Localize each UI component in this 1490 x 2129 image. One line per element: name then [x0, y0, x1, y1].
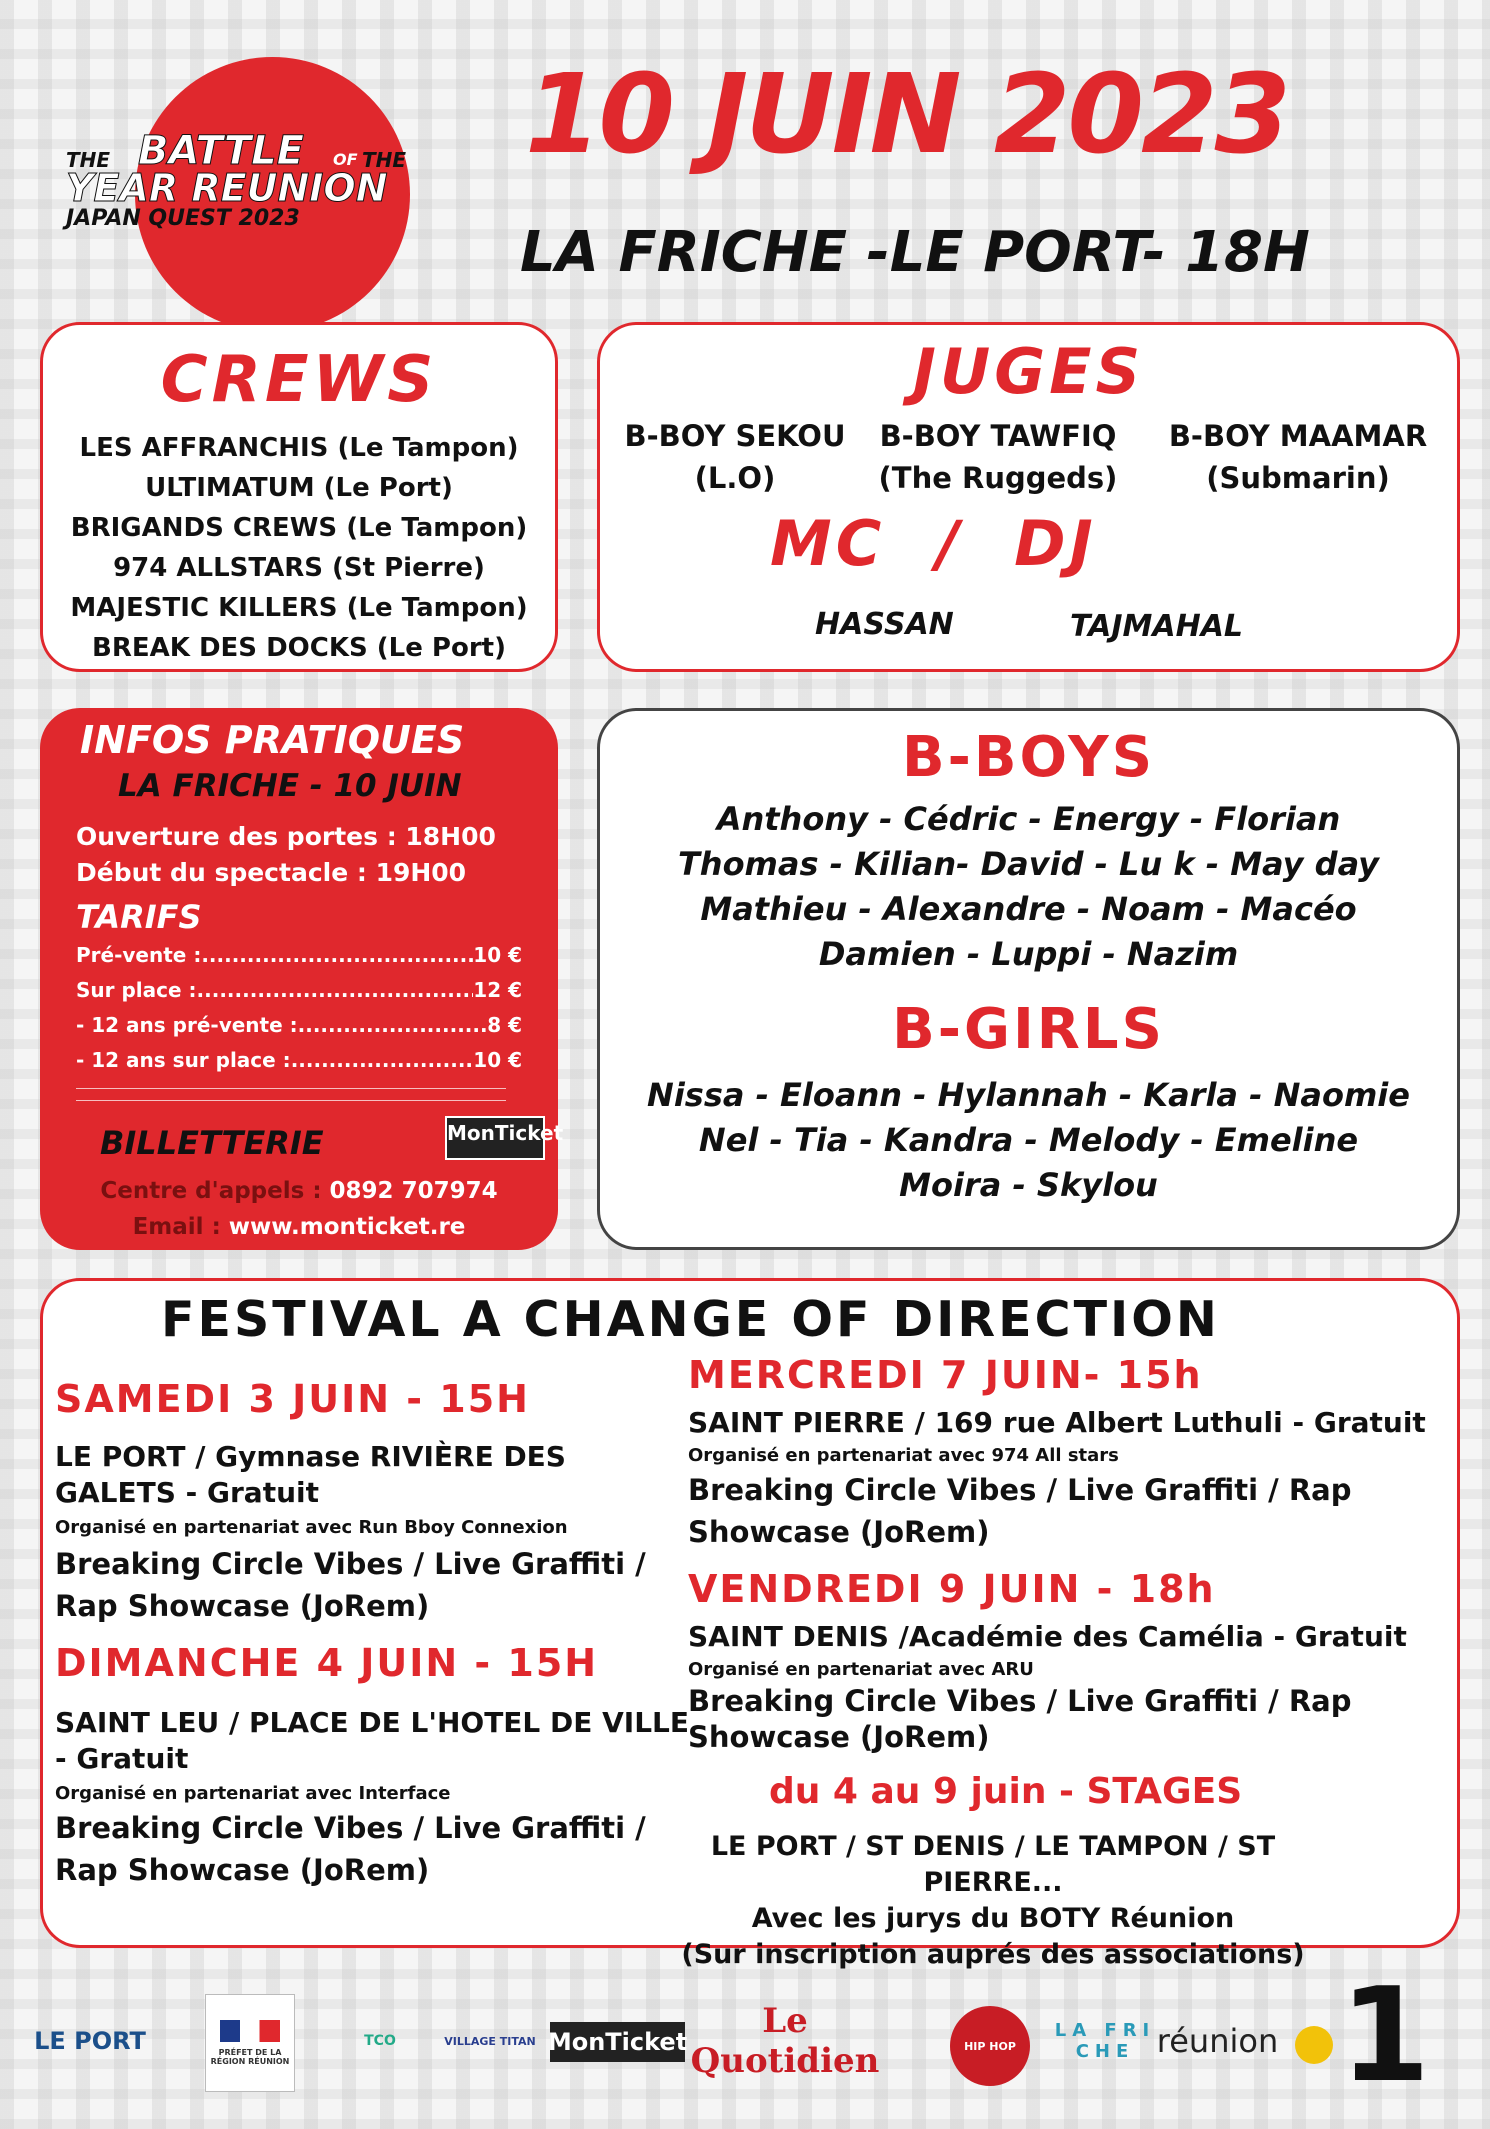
event-place: SAINT DENIS /Académie des Camélia - Gratuit: [688, 1620, 1407, 1653]
bboys-line: Anthony - Cédric - Energy - Florian: [716, 800, 1341, 838]
tarif-row: [76, 978, 522, 1002]
judge-crew: (Submarin): [1206, 461, 1390, 495]
partners-bar: [30, 1959, 1470, 2111]
infos-title: INFOS PRATIQUES: [80, 718, 465, 762]
logo-japan-quest: JAPAN QUEST 2023: [66, 206, 300, 231]
crew-item: BRIGANDS CREWS (Le Tampon): [70, 513, 528, 543]
bboys-line: Damien - Luppi - Nazim: [818, 935, 1239, 973]
judge-name: B-BOY TAWFIQ: [879, 419, 1117, 453]
la-friche-logo: LA FRI CHE: [1054, 2020, 1156, 2062]
mc-dj-title: MC / DJ: [770, 507, 1097, 580]
bgirls-title: B-GIRLS: [892, 997, 1165, 1062]
tarif-price: 10 €: [473, 943, 522, 967]
la1ere-one-logo: 1: [1339, 1959, 1431, 2111]
bboys-list: [600, 797, 1457, 977]
event-organizer: Organisé en partenariat avec Run Bboy Connexion: [55, 1517, 568, 1538]
event-place: SAINT LEU / PLACE DE L'HOTEL DE VILLE - Gratuit: [55, 1706, 690, 1775]
divider: [76, 1100, 506, 1101]
logo-year-reunion: YEAR REUNION: [66, 166, 388, 210]
event-title: MERCREDI 7 JUIN- 15h: [688, 1353, 1203, 1397]
stages-line: (Sur inscription auprés des associations): [681, 1939, 1305, 1970]
show-start: Début du spectacle : 19H00: [76, 858, 467, 887]
stages-text: [673, 1829, 1313, 1973]
tarif-row: [76, 943, 522, 967]
event-activities: Breaking Circle Vibes / Live Graffiti / Rap Showcase (JoRem): [688, 1473, 1352, 1549]
event-organizer: Organisé en partenariat avec 974 All stars: [688, 1445, 1119, 1466]
bboys-title: B-BOYS: [901, 725, 1156, 790]
judge-name: B-BOY SEKOU: [624, 419, 846, 453]
event-date-title: 10 JUIN 2023: [525, 50, 1289, 178]
tarifs-title: TARIFS: [76, 898, 202, 936]
festival-panel: [40, 1278, 1460, 1970]
crew-item: BREAK DES DOCKS (Le Port): [92, 633, 506, 663]
tarif-row: [76, 1048, 522, 1072]
call-centre-number[interactable]: 0892 707974: [329, 1178, 498, 1204]
infos-subtitle: LA FRICHE - 10 JUIN: [118, 768, 462, 804]
stages-line: LE PORT / ST DENIS / LE TAMPON / ST PIERRE...: [710, 1831, 1276, 1898]
crews-list: [43, 428, 555, 668]
bgirls-line: Nel - Tia - Kandra - Melody - Emeline: [698, 1121, 1359, 1159]
tarif-label: Sur place :: [76, 978, 197, 1002]
le-quotidien-logo: Le Quotidien: [690, 2001, 880, 2081]
judge-entry: [1148, 415, 1448, 499]
bboys-line: Thomas - Kilian- David - Lu k - May day: [677, 845, 1380, 883]
judge-crew: (The Ruggeds): [878, 461, 1118, 495]
prefet-logo: PRÉFET DE LA RÉGION RÉUNION: [205, 1994, 295, 2092]
event-organizer: Organisé en partenariat avec ARU: [688, 1659, 1034, 1680]
hip-hop-logo: HIP HOP: [950, 2006, 1030, 2086]
billetterie-title: BILLETTERIE: [100, 1124, 324, 1162]
festival-title: FESTIVAL A CHANGE OF DIRECTION: [161, 1291, 1220, 1348]
crew-item: 974 ALLSTARS (St Pierre): [113, 553, 485, 583]
infos-panel: [40, 708, 564, 1250]
event-title: VENDREDI 9 JUIN - 18h: [688, 1567, 1216, 1611]
logo-battle: BATTLE: [138, 128, 304, 174]
call-centre: [40, 1178, 558, 1204]
crew-item: ULTIMATUM (Le Port): [145, 473, 453, 503]
event-place-title: LA FRICHE -LE PORT- 18H: [520, 220, 1310, 285]
french-flag-icon: [220, 2020, 280, 2042]
stages-line: Avec les jurys du BOTY Réunion: [751, 1903, 1235, 1934]
crews-panel: [40, 322, 558, 672]
bboys-line: Mathieu - Alexandre - Noam - Macéo: [700, 890, 1357, 928]
monticket-logo: MonTicket: [550, 2022, 685, 2062]
stages-title: du 4 au 9 juin - STAGES: [769, 1771, 1243, 1812]
tarif-price: 8 €: [487, 1013, 522, 1037]
crew-item: MAJESTIC KILLERS (Le Tampon): [70, 593, 528, 623]
event-title: DIMANCHE 4 JUIN - 15H: [55, 1641, 599, 1685]
logo-the: THE: [66, 148, 111, 172]
monticket-logo: MonTicket: [445, 1116, 545, 1160]
crew-item: LES AFFRANCHIS (Le Tampon): [79, 433, 519, 463]
tarif-price: 10 €: [473, 1048, 522, 1072]
tarif-row: [76, 1013, 522, 1037]
email: [40, 1214, 558, 1240]
yellow-dot-icon: [1295, 2026, 1333, 2064]
event-place: LE PORT / Gymnase RIVIÈRE DES GALETS - Gratuit: [55, 1440, 566, 1509]
judge-name: B-BOY MAAMAR: [1168, 419, 1428, 453]
crews-title: CREWS: [160, 343, 438, 417]
judge-crew: (L.O): [694, 461, 776, 495]
tco-logo: TCO: [364, 2033, 396, 2049]
bgirls-line: Nissa - Eloann - Hylannah - Karla - Naomie: [647, 1076, 1410, 1114]
tarif-label: - 12 ans sur place :: [76, 1048, 291, 1072]
le-port-logo: LE PORT: [34, 2027, 146, 2055]
judges-panel: [597, 322, 1460, 672]
dancers-panel: [597, 708, 1460, 1250]
event-organizer: Organisé en partenariat avec Interface: [55, 1783, 451, 1804]
tarif-price: 12 €: [473, 978, 522, 1002]
mc-name: HASSAN: [815, 607, 954, 642]
tarif-label: Pré-vente :: [76, 943, 202, 967]
judges-title: JUGES: [912, 335, 1145, 408]
event-activities: Breaking Circle Vibes / Live Graffiti / Rap Showcase (JoRem): [688, 1684, 1352, 1754]
event-place: SAINT PIERRE / 169 rue Albert Luthuli - Gratuit: [688, 1406, 1426, 1439]
logo-of: OF: [333, 150, 358, 169]
logo-the-2: THE: [362, 148, 407, 172]
judge-entry: [620, 415, 850, 499]
email-label: Email :: [132, 1214, 221, 1240]
reunion-la1ere-logo: réunion: [1156, 2022, 1279, 2060]
call-centre-label: Centre d'appels :: [100, 1178, 322, 1204]
email-link[interactable]: www.monticket.re: [228, 1214, 466, 1240]
divider: [76, 1088, 506, 1089]
village-titan-logo: VILLAGE TITAN: [444, 2034, 536, 2048]
tarif-label: - 12 ans pré-vente :: [76, 1013, 298, 1037]
bgirls-line: Moira - Skylou: [899, 1166, 1158, 1204]
event-title: SAMEDI 3 JUIN - 15H: [55, 1377, 530, 1421]
event-activities: Breaking Circle Vibes / Live Graffiti / Rap Showcase (JoRem): [55, 1547, 646, 1623]
bgirls-list: [600, 1073, 1457, 1208]
judge-entry: [853, 415, 1143, 499]
dj-name: TAJMAHAL: [1070, 609, 1244, 644]
doors-opening: Ouverture des portes : 18H00: [76, 822, 496, 851]
event-activities: Breaking Circle Vibes / Live Graffiti / Rap Showcase (JoRem): [55, 1811, 646, 1887]
